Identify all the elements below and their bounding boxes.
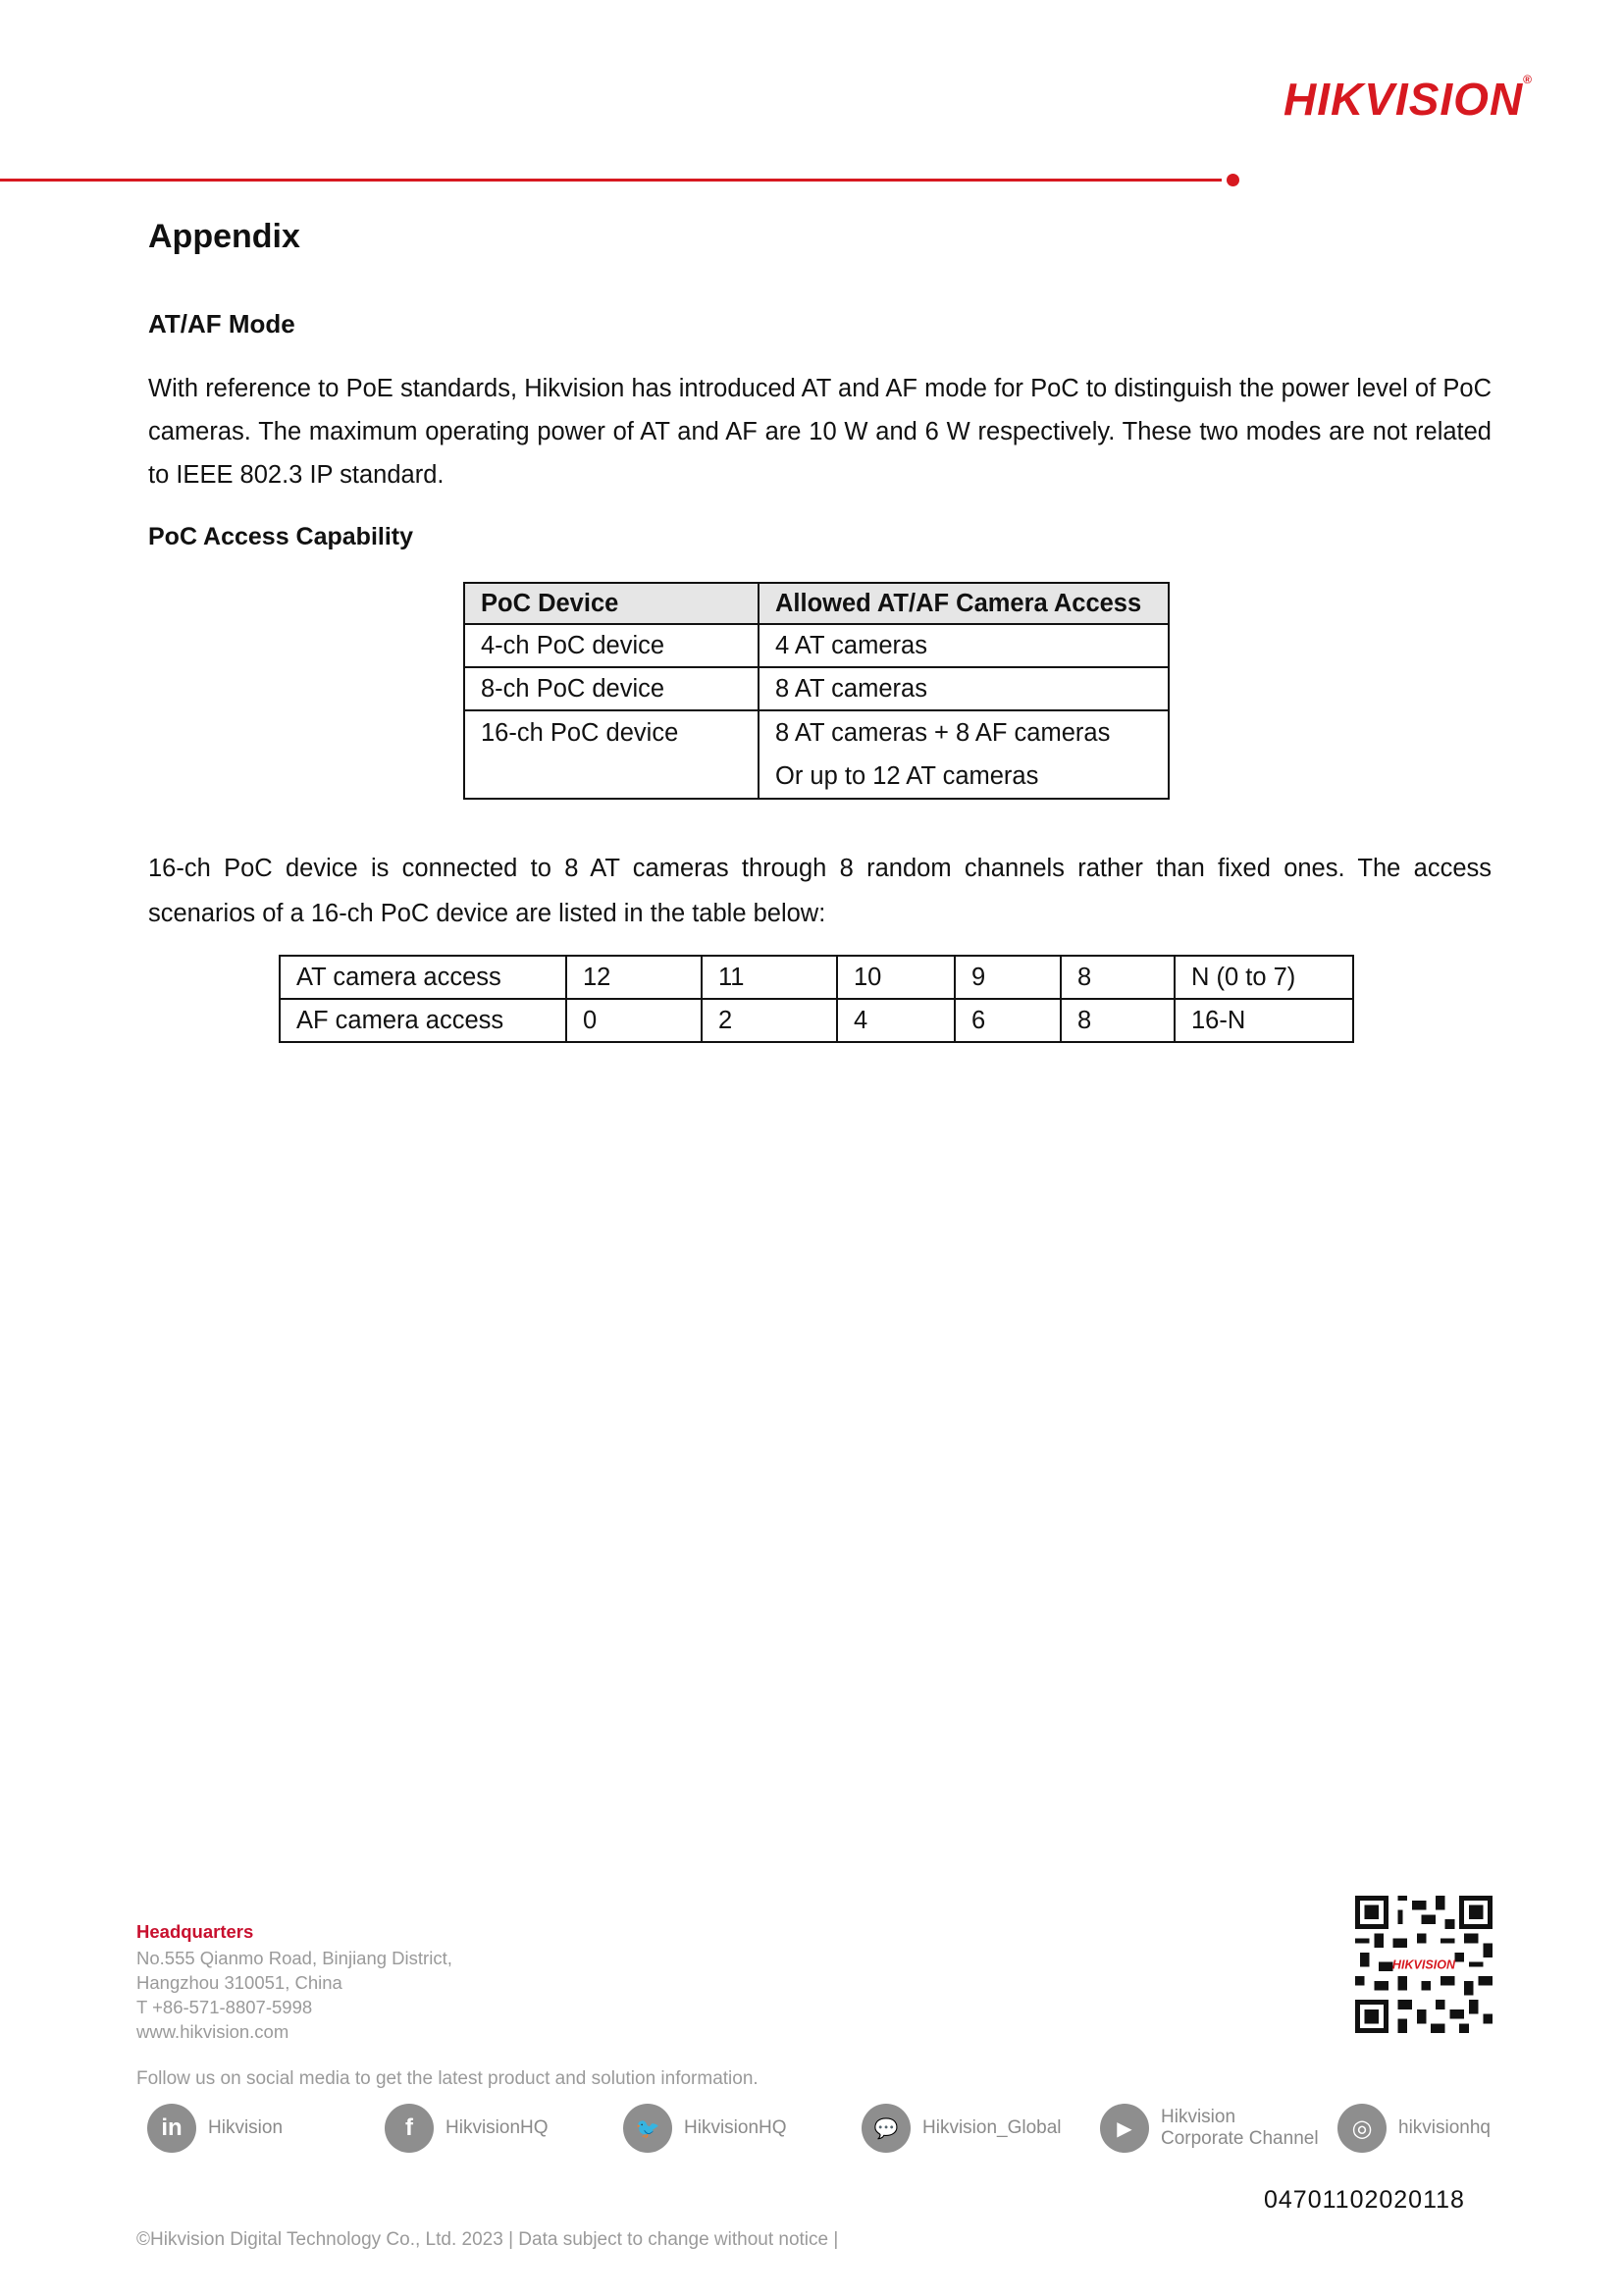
social-wechat[interactable] xyxy=(862,2103,1062,2154)
social-twitter[interactable] xyxy=(623,2103,787,2154)
section-heading-capability: PoC Access Capability xyxy=(148,523,414,550)
table-cell: 11 xyxy=(702,956,837,999)
section-heading-atafmode: AT/AF Mode xyxy=(148,309,295,339)
table-cell: 9 xyxy=(955,956,1061,999)
footer-address-line: Hangzhou 310051, China xyxy=(136,1972,342,1993)
social-linkedin[interactable] xyxy=(147,2103,283,2154)
table-cell xyxy=(759,710,1169,799)
social-facebook[interactable] xyxy=(385,2103,549,2154)
wechat-icon: 💬 xyxy=(862,2104,911,2153)
table-cell: 4 xyxy=(837,999,955,1042)
footer-website-link[interactable]: www.hikvision.com xyxy=(136,2021,289,2042)
facebook-icon: f xyxy=(385,2104,434,2153)
table-cell: 16-ch PoC device xyxy=(464,710,759,799)
table-cell: 4 AT cameras xyxy=(759,624,1169,667)
table-row xyxy=(280,999,1353,1042)
table-cell: AT camera access xyxy=(280,956,566,999)
table-cell: 8-ch PoC device xyxy=(464,667,759,710)
linkedin-icon: in xyxy=(147,2104,196,2153)
social-label: hikvisionhq xyxy=(1398,2117,1491,2138)
social-label: Hikvision_Global xyxy=(922,2117,1062,2138)
table-cell: N (0 to 7) xyxy=(1175,956,1353,999)
table-cell: 2 xyxy=(702,999,837,1042)
footer-address-line: No.555 Qianmo Road, Binjiang District, xyxy=(136,1948,452,1968)
social-label: Hikvision Corporate Channel xyxy=(1161,2107,1319,2149)
table-cell: 10 xyxy=(837,956,955,999)
table-cell: 8 xyxy=(1061,956,1175,999)
instagram-icon: ◎ xyxy=(1337,2104,1387,2153)
table-cell: 8 xyxy=(1061,999,1175,1042)
table-cell: 0 xyxy=(566,999,702,1042)
page-title: Appendix xyxy=(148,218,300,255)
table-cell: 6 xyxy=(955,999,1061,1042)
table-cell: AF camera access xyxy=(280,999,566,1042)
atafmode-paragraph: With reference to PoE standards, Hikvision has introduced AT and AF mode for PoC to distinguish the power level of PoC cameras. The maximum operating power of AT and AF are 10 W and 6 W respectively. These two modes are not related to IEEE 802.3 IP standard. xyxy=(148,375,1492,489)
table-cell: 12 xyxy=(566,956,702,999)
footer-hq-label: Headquarters xyxy=(136,1921,254,1942)
footer-address xyxy=(136,1946,452,2044)
table-cell-line: 8 AT cameras + 8 AF cameras xyxy=(775,719,1111,747)
footer-address-line: T +86-571-8807-5998 xyxy=(136,1997,313,2017)
table-cell-line: Or up to 12 AT cameras xyxy=(775,762,1039,790)
footer-follow-text: Follow us on social media to get the latest product and solution information. xyxy=(136,2068,759,2089)
svg-text:HIKVISION: HIKVISION xyxy=(1391,1957,1456,1972)
table-cell: 4-ch PoC device xyxy=(464,624,759,667)
social-label: HikvisionHQ xyxy=(445,2117,549,2138)
document-code: 04701102020118 xyxy=(1264,2186,1465,2214)
table-row xyxy=(280,956,1353,999)
table-cell: 16-N xyxy=(1175,999,1353,1042)
table-row xyxy=(464,667,1169,710)
youtube-icon: ▶ xyxy=(1100,2104,1149,2153)
table-row xyxy=(464,624,1169,667)
table-row xyxy=(464,710,1169,799)
scenarios-paragraph: 16-ch PoC device is connected to 8 AT cameras through 8 random channels rather than fixed ones. The access scenarios of a 16-ch PoC device are listed in the table below: xyxy=(148,855,1492,927)
social-label: Hikvision xyxy=(208,2117,284,2138)
header-rule xyxy=(0,179,1222,182)
twitter-icon: 🐦 xyxy=(623,2104,672,2153)
social-label: HikvisionHQ xyxy=(684,2117,787,2138)
capability-table xyxy=(463,582,1170,800)
header-rule-dot xyxy=(1227,174,1239,186)
hikvision-logo: HIKVISION® xyxy=(1283,73,1534,125)
table-cell: 8 AT cameras xyxy=(759,667,1169,710)
table-header-row xyxy=(464,583,1169,624)
table-header-cell: PoC Device xyxy=(464,583,759,624)
social-youtube[interactable] xyxy=(1100,2103,1319,2154)
table-header-cell: Allowed AT/AF Camera Access xyxy=(759,583,1169,624)
qr-code xyxy=(1355,1896,1493,2033)
social-instagram[interactable] xyxy=(1337,2103,1491,2154)
copyright-text: ©Hikvision Digital Technology Co., Ltd. 2023 | Data subject to change without notice | xyxy=(136,2229,839,2250)
scenarios-table xyxy=(279,955,1354,1043)
